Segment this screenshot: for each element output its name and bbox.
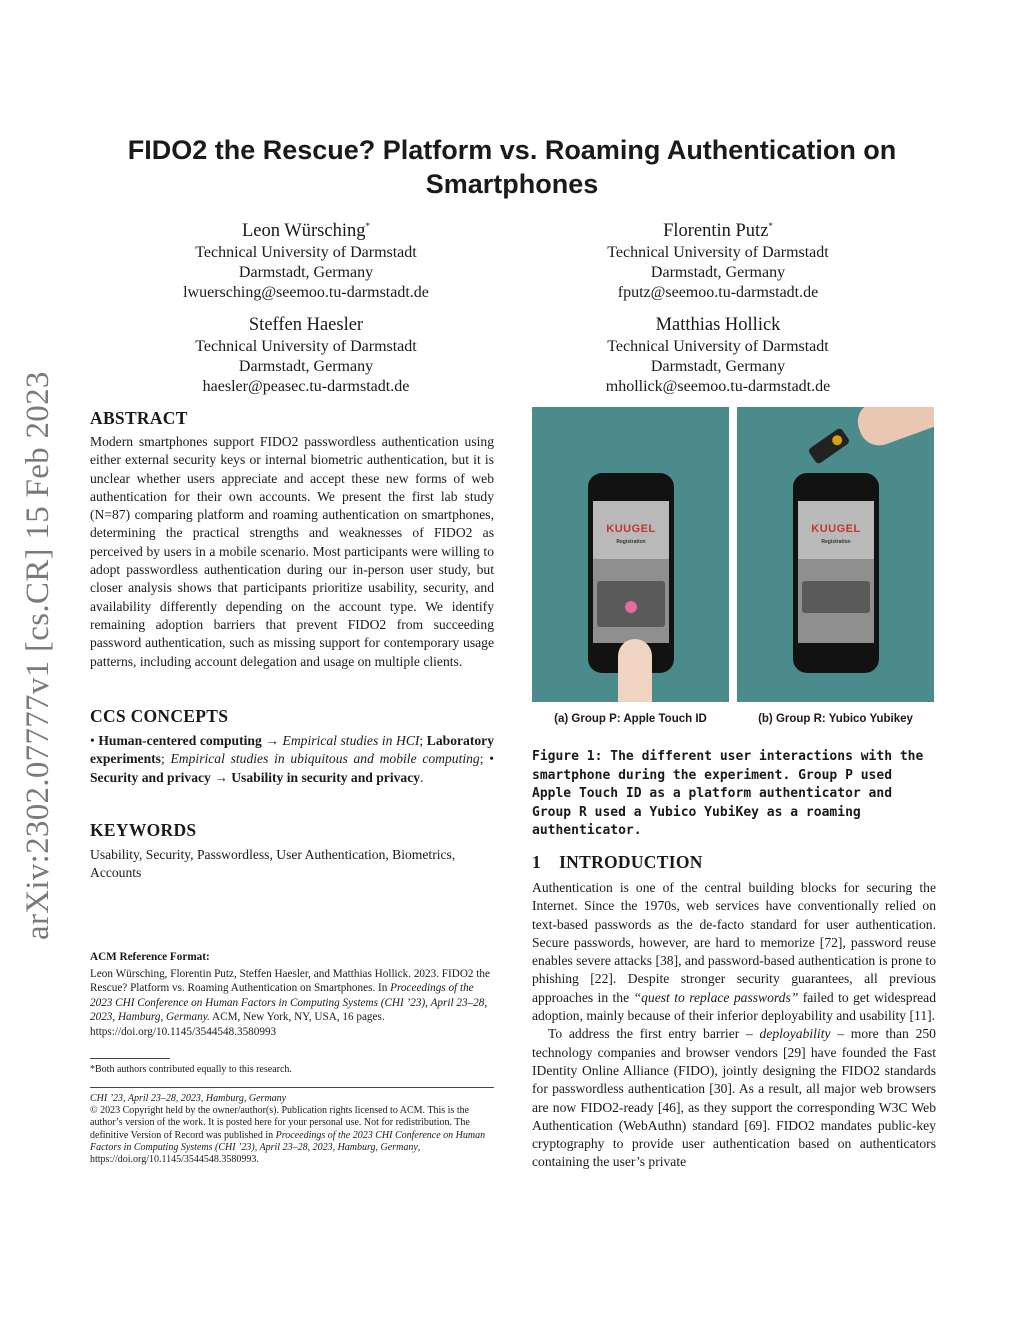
keywords-heading: KEYWORDS (90, 820, 197, 840)
hand (852, 407, 934, 451)
acm-reference (90, 950, 494, 1040)
author-block-4 (528, 313, 908, 397)
keywords-text: Usability, Security, Passwordless, User Authentication, Biometrics, Accounts (90, 847, 456, 881)
screen-heading: Registration (616, 539, 646, 545)
screen-heading: Registration (821, 539, 851, 545)
author-location: Darmstadt, Germany (238, 264, 374, 282)
author-block-2 (528, 214, 908, 303)
intro-paragraph-1: Authentication is one of the central building blocks for securing the Internet. Since the 1970s, web services have conventionally relied on text-based passwords as the de-facto standard for user authentication. Secure passwords, however, are hard to memorize [72], password reuse enables severe attacks [38], and password-based authentication is prone to phishing [22]. Despite stronger security guarantees, all previous approaches in the “quest to replace passwords” failed to get widespread adoption, mainly because of their inferior deployability and usability [11]. (532, 880, 936, 1024)
arxiv-stamp: arXiv:2302.07777v1 [cs.CR] 15 Feb 2023 (20, 371, 56, 940)
footnote: *Both authors contributed equally to this research. (90, 1064, 292, 1075)
acm-ref-heading: ACM Reference Format: (90, 951, 210, 963)
smartphone (793, 473, 879, 673)
abstract-section (90, 408, 494, 671)
copyright-rule (90, 1087, 494, 1088)
copyright-block (90, 1093, 494, 1166)
introduction-section (532, 852, 936, 1172)
ccs-text: • Human-centered computing → Empirical studies in HCI; Laboratory experiments; Empirical studies in ubiquitous and mobile computing; • Security and privacy → Usability in security and privacy. (90, 733, 494, 785)
author-location: Darmstadt, Germany (650, 264, 786, 282)
figure-caption: Figure 1: The different user interactions with the smartphone during the experiment. Group P used Apple Touch ID as a platform authenticator and Group R used a Yubico YubiKey as a roaming authenticator. (532, 749, 924, 838)
yubikey-icon (807, 427, 850, 465)
equal-contribution-mark: * (365, 221, 370, 231)
author-email[interactable]: haesler@peasec.tu-darmstadt.de (202, 378, 410, 395)
author-name: Steffen Haesler (248, 315, 364, 335)
author-block-1 (116, 214, 496, 303)
equal-contribution-mark: * (768, 221, 773, 231)
figure-1 (532, 407, 936, 702)
author-affiliation: Technical University of Darmstadt (195, 338, 417, 355)
finger (618, 639, 652, 702)
photo-yubikey (737, 407, 934, 702)
venue-line: CHI ’23, April 23–28, 2023, Hamburg, Germany (90, 1093, 287, 1104)
footnote-rule (90, 1058, 170, 1059)
author-email[interactable]: lwuersching@seemoo.tu-darmstadt.de (183, 284, 429, 302)
ccs-section (90, 706, 494, 787)
author-email[interactable]: fputz@seemoo.tu-darmstadt.de (617, 284, 819, 302)
acm-ref-text: Leon Würsching, Florentin Putz, Steffen Haesler, and Matthias Hollick. 2023. FIDO2 the Rescue? Platform vs. Roaming Authentication on Smartphones. In Proceedings of the 2023 CHI Conference on Human Factors in Computing Systems (CHI ’23), April 23–28, 2023, Hamburg, Germany. ACM, New York, NY, USA, 16 pages. https://doi.org/10.1145/3544548.3580993 (90, 967, 490, 1038)
author-location: Darmstadt, Germany (238, 358, 374, 375)
keywords-section (90, 820, 494, 883)
author-block-3 (116, 313, 496, 397)
intro-paragraph-2: To address the first entry barrier – deployability – more than 250 technology companies and browser vendors [29] have founded the Fast IDentity Online Alliance (FIDO), jointly designing the FIDO2 standards for passwordless authentication [30]. As a result, all major web browsers are now FIDO2-ready [46], as they support the corresponding W3C Web Authentication (WebAuthn) standard [69]. FIDO2 mandates public-key cryptography to provide user authentication based on authenticators containing the user’s private (532, 1026, 936, 1170)
kuugel-logo: KUUGEL (811, 523, 861, 535)
ccs-heading: CCS CONCEPTS (90, 706, 229, 726)
author-affiliation: Technical University of Darmstadt (607, 338, 829, 355)
kuugel-logo: KUUGEL (606, 523, 656, 535)
subcaption-b: (b) Group R: Yubico Yubikey (758, 713, 913, 725)
subcaption-a: (a) Group P: Apple Touch ID (554, 713, 707, 725)
abstract-text: Modern smartphones support FIDO2 passwordless authentication using either external security keys or internal biometric authentication, but it is unclear whether users appreciate and accept these new forms of web authentication for their own accounts. We present the first lab study (N=87) comparing platform and roaming authentication on smartphones, determining the practical strengths and weaknesses of FIDO2 as perceived by users in a mobile scenario. Most participants were willing to adopt passwordless authentication during our in-person user study, but closer analysis shows that participants prioritize usability, security, and availability differently depending on the account type. We identify remaining adoption barriers that prevent FIDO2 from succeeding password authentication, such as missing support for contemporary usage patterns, including account delegation and usage on multiple clients. (90, 434, 494, 669)
author-name: Matthias Hollick (655, 315, 781, 335)
intro-heading: 1 INTRODUCTION (532, 852, 703, 872)
paper-title: FIDO2 the Rescue? Platform vs. Roaming Authentication on Smartphones (127, 135, 897, 199)
fingerprint-icon (625, 601, 637, 613)
photo-touch-id (532, 407, 729, 702)
author-location: Darmstadt, Germany (650, 358, 786, 375)
author-name: Florentin Putz (663, 221, 769, 242)
author-email[interactable]: mhollick@seemoo.tu-darmstadt.de (605, 378, 831, 395)
author-affiliation: Technical University of Darmstadt (195, 244, 417, 262)
copyright-text: © 2023 Copyright held by the owner/author(s). Publication rights licensed to ACM. This is the author’s version of the work. It is posted here for your personal use. Not for redistribution. The definitive Version of Record was published in Proceedings of the 2023 CHI Conference on Human Factors in Computing Systems (CHI ’23), April 23–28, 2023, Hamburg, Germany, https://doi.org/10.1145/3544548.3580993. (90, 1105, 486, 1166)
author-name: Leon Würsching (242, 221, 366, 242)
abstract-heading: ABSTRACT (90, 408, 188, 428)
author-affiliation: Technical University of Darmstadt (607, 244, 829, 262)
